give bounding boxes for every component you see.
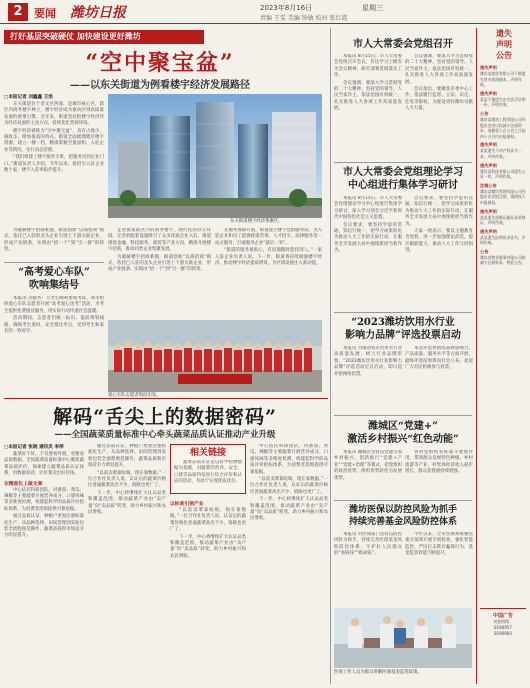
- volunteer-paragraph: 活动期间，志愿者们统一标识、提前规划线路，确保考生准时、安全抵达考点，受到考生和家长的一致好评。: [4, 316, 104, 335]
- feature-paragraph: 中心依托科研团队，对番茄、黄瓜、辣椒等主要蔬菜开展营养成分、口感风味等多维度检测，构建起科学的品质评价指标体系，为消费者选购提供可靠依据。: [4, 487, 84, 512]
- right-mid-paragraph: 本报讯 8月15日，市人大常委会党组理论学习中心组进行集体学习研讨，深入学习领会习近平新时代中国特色社会主义思想。: [334, 196, 402, 221]
- lead-col-2: [108, 228, 211, 318]
- notice-item-text: 潍坊某餐饮管理有限公司经股东决定拟注销，请债权人申报债权。: [480, 188, 526, 205]
- right-mid-col-1: [334, 196, 402, 308]
- lead-col-3: [215, 228, 322, 318]
- volunteer-body: [4, 296, 104, 356]
- notice-item: [480, 229, 528, 246]
- water-col-2: [405, 346, 473, 412]
- kicker-banner: 打好基层突破硬仗 加快建设更好潍坊: [4, 30, 204, 44]
- notice-item: [480, 249, 528, 266]
- notice-item-title: 遗失声明: [480, 162, 497, 168]
- feature-subhead: 以标准引领产业: [170, 502, 204, 507]
- section-name: 要闻: [34, 7, 56, 20]
- notice-item-text: 潍坊某商贸有限公司不慎遗失营业执照副本，声明作废。: [480, 71, 526, 88]
- right-top-paragraph: 本报讯 8月15日，市人大常委会党组召开会议，传达学习上级有关会议精神，研究部署贯彻落实工作。: [334, 54, 402, 79]
- feature-title: 解码“舌尖上的数据密码”: [53, 406, 277, 428]
- issue-date: 2023年8月16日: [260, 4, 313, 12]
- right-mid-paragraph: 会议要求，要坚持学思用贯通、知信行统一，把学习成果转化为推动人大工作的实际行动，在服务全市发展大局中展现新担当新作为。: [334, 222, 402, 254]
- right-mid-title: 市人大常委会党组理论学习 中心组进行集体学习研讨: [343, 167, 463, 191]
- lead-paragraph: 为破解楼宇招商难题，街道创新“以商招商”模式，依托已入驻的龙头企业引进上下游关联企业，形成产业链条，实现由“招一个”到“引一群”的转变。: [4, 228, 104, 253]
- feature-subhead: 在精准化上做文章: [4, 481, 43, 487]
- related-link-title: 相关链接: [189, 448, 226, 458]
- lead-title: “空中聚宝盆”: [85, 50, 235, 76]
- notice-item-text: 某某遗失不动产权证书一本，声明作废。: [480, 148, 522, 159]
- notice-item-text: 某某遗失医师执业证书，声明作废。: [480, 234, 526, 246]
- feature-col-1: [4, 444, 84, 684]
- lead-photo: [108, 94, 322, 218]
- risk-paragraph: 今年以来，全市医保系统聚焦重点领域开展专项检查，强化智能监控，严厉打击欺诈骗保行为，基金监管效能不断提升。: [405, 532, 473, 557]
- related-link-box: [170, 444, 246, 494]
- right-top-col-1: [334, 54, 402, 158]
- feature-paragraph: “以前卖菜靠吆喝，现在靠数据。”一位合作社负责人说，认证后的蔬菜价格比普通蔬菜高出不少，销路也更广了。: [88, 470, 166, 489]
- feature-paragraph: 蔬菜好不好，不仅要看外观，更要看品质数据。全国蔬菜质量标准中心聚焦蔬菜品质评价，探索建立蔬菜品质认证体系，用数据说话，让好菜卖出好价钱。: [4, 452, 84, 477]
- notice-item-title: 遗失声明: [480, 208, 497, 214]
- notice-item-title: 公告: [480, 248, 489, 254]
- risk-photo-caption: 医保工作人员为群众讲解医保基金监管政策。: [334, 670, 422, 675]
- ad-contact-block: [480, 608, 526, 637]
- page-number: 2: [8, 3, 28, 21]
- water-paragraph: 本次评选将围绕品牌影响力、产品质量、服务水平等方面开展，最终评选结果将向社会公布，欢迎广大市民积极参与投票。: [405, 346, 473, 371]
- divider: [334, 312, 472, 313]
- feature-paragraph: 下一步，中心将继续扩大认证品类和覆盖范围，推动蔬菜产业由“卖产量”向“卖品质”转变，助力乡村振兴和农民增收。: [250, 497, 328, 522]
- right-mid-paragraph: 大家一致表示，要以主题教育为契机，进一步加强理论武装，提升履职能力，推动人大工作与时俱进。: [405, 229, 473, 254]
- party-col-1: [334, 450, 402, 498]
- notice-column: [476, 28, 528, 684]
- notice-item: [480, 111, 528, 139]
- issue-weekday: 星期三: [362, 4, 383, 12]
- right-top-title: 市人大常委会党组召开: [353, 39, 453, 50]
- volunteer-photo-caption: 爱心车队志愿者集结出发。: [108, 393, 161, 398]
- notice-item-title: 注销公告: [480, 182, 497, 188]
- notice-item: [480, 142, 528, 159]
- right-top-paragraph: 会议强调，要深入学习贯彻党的二十大精神，坚持党的领导、人民当家作主、依法治国有机统一，扎实推进人大各项工作高质量发展。: [334, 80, 402, 112]
- notice-item: [480, 183, 528, 206]
- notice-item-title: 遗失声明: [480, 65, 497, 70]
- notice-item-title: 遗失声明: [480, 228, 497, 234]
- lead-paragraph: 楼宇经济被称为“空中聚宝盆”，具有占地少、税收多、附加值高的特点。街道全面梳理辖区楼宇资源，建立一楼一档，精准掌握空置面积、入驻企业等情况，实行动态管理。: [4, 128, 104, 153]
- feature-subtitle: ——全国蔬菜质量标准中心牵头蔬菜品质认证推动产业升级: [54, 430, 276, 440]
- lead-subtitle: ——以东关街道为例看楼宇经济发展路径: [70, 80, 250, 91]
- column-divider: [330, 28, 331, 684]
- notice-item-text: 潍坊某建筑工程有限公司经股东会决议拟减少注册资本，请债权人自公告之日起四十五日内申报债权。: [480, 116, 526, 139]
- notice-item-text: 某某不慎遗失出生医学证明一份，声明作废。: [480, 96, 526, 108]
- right-top-col-2: [405, 54, 473, 158]
- lead-photo-caption: 东关街道楼宇经济集聚区。: [230, 219, 283, 224]
- divider: [334, 500, 472, 501]
- ad-contact-text: 刊登热线： 8196957 8196960: [493, 619, 513, 636]
- lead-paragraph: “我们组建了楼宇服务专班，把服务送到企业门口。”街道负责人介绍，今年以来，新招引入驻企业数十家，楼宇入驻率稳步提升。: [4, 155, 104, 174]
- notice-item: [480, 163, 528, 180]
- feature-paragraph: 通过品质认证，种植户更加注重标准化生产，从品种选择、田间管理到采收包装全流程规范操作，蔬菜品质和市场竞争力明显提升。: [4, 514, 84, 539]
- editors-line: 责编 王雯 美编 徐敏 校对 张红霞: [260, 15, 348, 22]
- lead-paragraph: 在服务保障方面，街道建立楼宇党群服务站，为入驻企业和员工提供政策咨询、人才招引、法律服务等一站式服务，打通服务企业“最后一米”。: [215, 228, 322, 246]
- section-rule: [4, 398, 328, 399]
- right-top-paragraph: 会议强调，要深入学习贯彻党的二十大精神，坚持党的领导、人民当家作主、依法治国有机统一，扎实推进人大各项工作高质量发展。: [405, 54, 473, 85]
- risk-paragraph: 本报讯 市医保部门坚持以防控风险为抓手，持续完善医保基金风险防控体系，守护好人民群众的“看病钱”“救命钱”。: [334, 532, 402, 557]
- lead-paragraph: 东关街道位于奎文区西部，是城市核心区，辖区内商务楼宇林立，楼宇经济成为推动区域高质量发展的重要引擎。近年来，街道坚持把楼宇经济作为经济发展的主攻方向，持续优化营商环境。: [4, 102, 104, 127]
- lead-col-1-continued: [4, 228, 104, 258]
- party-col-2: [405, 450, 473, 498]
- notice-item: [480, 65, 528, 88]
- risk-title: 潍坊医保以防控风险为抓手 持续完善基金风险防控体系: [348, 505, 457, 527]
- party-title: 潍城区“党建+” 激活乡村振兴“红色动能”: [347, 421, 459, 445]
- lead-col-1: [4, 94, 104, 224]
- volunteer-paragraph: 本报讯 为服务广大考生顺利参加考试，我市组织爱心车队志愿者开展“高考爱心送考”活动，为考生提供免费接送服务，用实际行动传递社会温暖。: [4, 296, 104, 314]
- notice-item-title: 遗失声明: [480, 142, 497, 148]
- paper-name: 潍坊日报: [70, 5, 126, 21]
- feature-col-2: [88, 444, 166, 684]
- feature-paragraph: “以前卖菜靠吆喝，现在靠数据。”一位合作社负责人说，认证后的蔬菜价格比普通蔬菜高出不少，销路也更广了。: [250, 477, 328, 495]
- volunteer-photo: [108, 320, 322, 392]
- notice-item-text: 潍坊某科技有限公司遗失公章一枚，声明作废。: [480, 168, 526, 180]
- feature-col-3: [170, 498, 246, 684]
- notice-item-title: 遗失声明: [480, 90, 497, 96]
- risk-col-1: [334, 532, 402, 604]
- volunteer-title: “高考爱心车队” 吹响集结号: [18, 267, 90, 291]
- notice-item-title: 公告: [480, 110, 489, 116]
- masthead: [0, 0, 530, 24]
- risk-photo: [334, 608, 472, 668]
- risk-col-2: [405, 532, 473, 604]
- notice-item-text: 某某遗失道路运输从业资格证，声明作废。: [480, 214, 526, 226]
- divider: [334, 162, 472, 163]
- notice-item: [480, 209, 528, 226]
- related-link-text: 蔬菜品质认证是以科学检测数据为基础，对蔬菜的营养、安全、口感等品质特征进行综合评价和认证的活动，有助于实现优质优价。: [174, 460, 242, 485]
- medical-consult-illustration: [334, 608, 472, 668]
- feature-paragraph: 中心依托科研团队，对番茄、黄瓜、辣椒等主要蔬菜开展营养成分、口感风味等多维度检测，构建起科学的品质评价指标体系，为消费者选购提供可靠依据。: [250, 444, 328, 475]
- party-paragraph: 本报讯 潍城区坚持以党建引领乡村振兴，创新推行“党建+产业”“党建+治理”等模式，把党组织的政治优势、组织优势转化为发展优势。: [334, 450, 402, 481]
- water-title: “2023潍坊饮用水行业 影响力品牌”评选投票启动: [345, 317, 461, 341]
- right-mid-col-2: [405, 196, 473, 308]
- right-top-paragraph: 会议指出，要聚焦市委中心工作，依法履行监督、立法、决定、任免等职权，为建设更好潍坊贡献人大力量。: [405, 87, 473, 112]
- water-col-1: [334, 346, 402, 412]
- party-paragraph: 各村党组织发挥战斗堡垒作用，带领群众发展特色种植、乡村旅游等产业，村集体经济收入稳步增长，群众获得感持续增强。: [405, 450, 473, 475]
- building-photo-illustration: [108, 94, 322, 218]
- feature-paragraph: 下一步，中心将继续扩大认证品类和覆盖范围，推动蔬菜产业由“卖产量”向“卖品质”转变，助力乡村振兴和农民增收。: [170, 534, 246, 559]
- right-mid-paragraph: 会议要求，要坚持学思用贯通、知信行统一，把学习成果转化为推动人大工作的实际行动，在服务全市发展大局中展现新担当新作为。: [405, 196, 473, 227]
- divider: [334, 415, 472, 416]
- lead-byline: □本报记者 刘鑫鑫 王浩: [4, 95, 53, 100]
- notice-list: [480, 65, 528, 585]
- feature-byline: □本报记者 张晓 通讯员 李萍: [4, 445, 64, 450]
- notice-item-text: 潍坊某物业服务有限公司拟减少注册资本，特此公告。: [480, 254, 526, 266]
- lead-paragraph: 为破解楼宇招商难题，街道创新“以商招商”模式，依托已入驻的龙头企业引进上下游关联企业，形成产业链条，实现由“招一个”到“引一群”的转变。: [108, 254, 211, 273]
- feature-paragraph: 通过品质认证，种植户更加注重标准化生产，从品种选择、田间管理到采收包装全流程规范操作，蔬菜品质和市场竞争力明显提升。: [88, 444, 166, 469]
- water-paragraph: 本报讯 为推动我市饮用水行业高质量发展，树立行业品牌形象，“2023潍坊饮用水行业影响力品牌”评选活动近日启动，即日起开始网络投票。: [334, 346, 402, 377]
- ad-contact-label: 中国广告: [492, 613, 513, 619]
- related-link-body: [174, 460, 242, 492]
- divider: [4, 262, 104, 263]
- lead-paragraph: “街道的服务很贴心，有问题随时能找到人。”一家入驻企业负责人说。下一步，街道将持续做强楼宇经济，推动楼宇经济提质增效，为区域发展注入新动能。: [215, 248, 322, 267]
- notice-heading: 遗失 声明 公告: [496, 28, 512, 60]
- notice-item: [480, 91, 528, 108]
- feature-paragraph: “以前卖菜靠吆喝，现在靠数据。”一位合作社负责人说，认证后的蔬菜价格比普通蔬菜高出不少，销路也更广了。: [170, 508, 246, 533]
- volunteer-group-illustration: [108, 320, 322, 392]
- feature-paragraph: 下一步，中心将继续扩大认证品类和覆盖范围，推动蔬菜产业由“卖产量”向“卖品质”转变，助力乡村振兴和农民增收。: [88, 490, 166, 516]
- lead-paragraph: 走进街道辖区内的商务楼宇，现代化的办公环境、完善的配套设施吸引了众多优质企业入驻。街道围绕金融、科技服务、商贸等产业方向，精准开展楼宇招商，推动同类企业集聚发展。: [108, 228, 211, 253]
- feature-col-4: [250, 444, 328, 684]
